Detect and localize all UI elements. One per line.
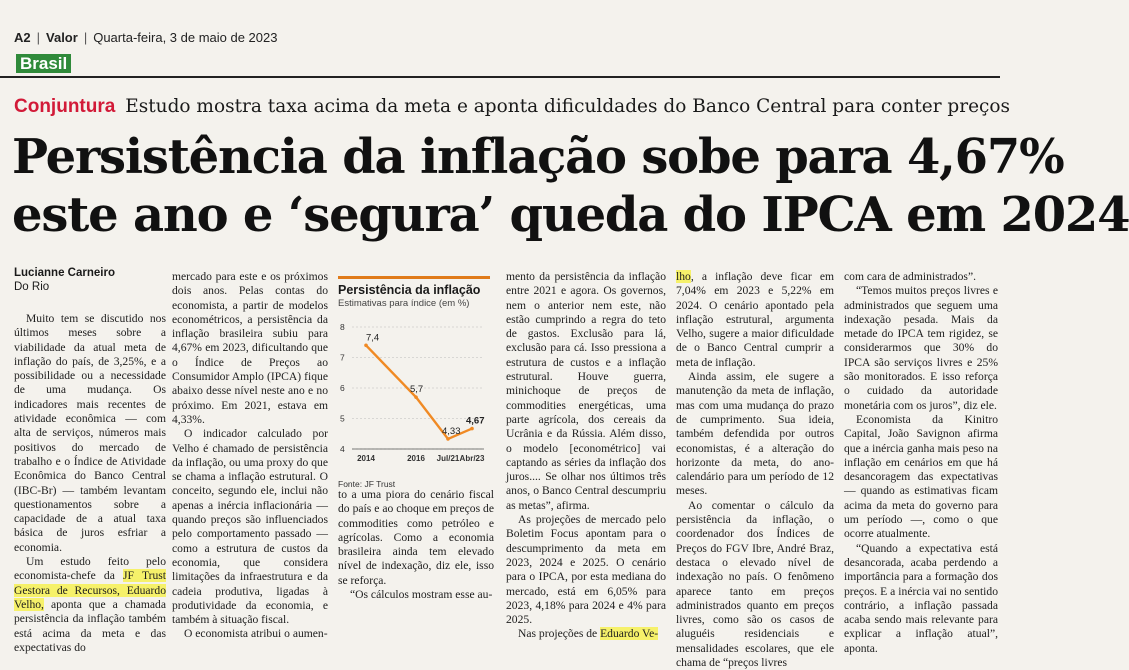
kicker-tag: Conjuntura <box>14 96 116 117</box>
paper-name: Valor <box>46 30 78 45</box>
masthead <box>14 30 994 60</box>
paragraph: “Temos muitos preços livres e administrados que seguem uma indexação pesada. Mais da metade do IPCA tem rigidez, se considerarmos que 30% do IPCA são serviços livres e 25% são monitorados. E isso reforça o cuidado da autoridade monetária com os juros”, diz ele. <box>844 284 998 412</box>
y-tick-label: 5 <box>340 413 345 424</box>
highlighted-text: JF Trust Gestora de Recursos, Eduardo Velho, <box>14 569 167 611</box>
headline-line-1: Persistência da inflação sobe para 4,67% <box>12 129 1064 185</box>
top-rule <box>0 76 1000 78</box>
y-tick-label: 7 <box>340 352 345 363</box>
highlighted-text: lho <box>676 270 691 283</box>
data-point <box>470 427 474 431</box>
chart-plot <box>338 319 490 479</box>
inflation-chart <box>338 276 490 500</box>
paragraph: to a uma piora do cenário fiscal do país e ao choque em preços de commodities como petróleo e agrícolas. Como a economia brasileira ainda tem elevado nível de indexação, diz ele, isso se reforça. <box>338 488 494 587</box>
paragraph: Economista da Kinitro Capital, João Savignon afirma que a inércia ganha mais peso na inflação em cenários em que há desancoragem das expectativas — quando as estimativas ficam acima da meta do governo para um período —, como o que ocorre atualmente. <box>844 412 998 541</box>
paragraph: As projeções de mercado pelo Boletim Focus apontam para o descumprimento da meta em 2023, 2024 e 2025. O cenário para o IPCA, por esta mediana do mercado, está em 6,05% para 2023, 4,18% para 2024 e 4% para 2025. <box>506 513 666 627</box>
paragraph: Um estudo feito pelo economista-chefe da JF Trust Gestora de Recursos, Eduardo Velho, aponta que a chamada persistência da inflação também está acima da meta e das expectativas do <box>14 555 167 654</box>
paragraph: com cara de administrados”. <box>844 270 976 283</box>
y-tick-label: 8 <box>340 322 345 332</box>
data-point <box>414 395 418 399</box>
highlighted-text: Eduardo Ve- <box>600 627 659 641</box>
data-point <box>446 437 450 441</box>
y-tick-label: 6 <box>340 383 345 393</box>
y-tick-label: 4 <box>340 444 345 454</box>
data-label: 5,7 <box>410 384 424 396</box>
paragraph: Ao comentar o cálculo da persistência da inflação, o coordenador dos Índices de Preços do FGV Ibre, André Braz, destaca o elevado nível de indexação no país. O fenômeno aparece tanto em preços administrados quanto em preços livres, como são os casos de aluguéis residenciais e mensalidades escolares, que ele chama de “preços livres <box>676 498 834 670</box>
chart-source: Fonte: JF Trust <box>338 479 396 489</box>
paragraph: O indicador calculado por Velho é chamado de persistência da inflação, ou uma proxy do que se chama a inflação estrutural. O conceito, segundo ele, inclui não apenas a inércia inflacionária — quando preços são influenciados pelo comportamento passado — como a estrutura de custos da economia, que considera limitações da infraestrutura e da cadeia produtiva, ligadas à produtividade da economia, e também à situação fiscal. <box>172 427 328 627</box>
chart-title: Persistência da inflação <box>338 283 481 297</box>
x-tick-label: Jul/21 <box>436 454 460 463</box>
headline-line-2: este ano e ‘segura’ queda do IPCA em 2024 <box>12 187 1129 243</box>
paragraph: Ainda assim, ele sugere a manutenção da meta de inflação, mas com uma mudança do prazo de cumprimento. Sua ideia, também defendida por outros economistas, é a alteração do horizonte da meta, do ano-calendário para um período de 12 meses. <box>676 370 834 498</box>
chart-subtitle: Estimativas para índice (em %) <box>338 298 470 309</box>
author-name: Lucianne Carneiro <box>14 267 115 279</box>
page-info: A2 | Valor | Quarta-feira, 3 de maio de 2023 <box>14 30 278 45</box>
x-tick-label: 2014 <box>357 454 375 463</box>
x-tick-label: 2016 <box>407 454 425 463</box>
kicker <box>14 96 1010 118</box>
author-location: Do Rio <box>14 281 50 293</box>
paragraph: “Quando a expectativa está desancorada, acaba perdendo a importância para a formação dos preços. E a inércia vai no sentido contrário, a inflação passada acaba sendo mais relevante para explicar a inflação atual”, aponta. <box>844 541 998 655</box>
headline <box>12 128 1129 244</box>
page-number: A2 <box>14 30 31 45</box>
paragraph: mento da persistência da inflação entre 2021 e agora. Os governos, nem o anterior nem este, não estão cumprindo a regra do teto de gastos. Exclusão para lá, exclusão para cá. Isso pressiona a estrutura de custos e a inflação estrutural. Houve guerra, minichoque de preços de commodities energéticas, uma parte agrícola, dos cereais da Ucrânia e da Rússia. Além disso, o modelo [econométrico] vai captando as séries da inflação dos juros.... Se olhar nos últimos três anos, o Banco Central descumpriu as metas”, afirma. <box>506 270 666 512</box>
kicker-text: Estudo mostra taxa acima da meta e aponta dificuldades do Banco Central para conter preços <box>125 96 1011 117</box>
article-column-4 <box>676 270 834 670</box>
x-tick-label: Abr/23 <box>459 454 485 463</box>
article-column-2b <box>338 488 494 602</box>
paragraph: “Os cálculos mostram esse au- <box>350 588 493 602</box>
data-label: 4,33 <box>442 425 461 437</box>
paragraph: mercado para este e os próximos dois anos. Pelas contas do economista, a partir de modelos econométricos, a persistência da inflação brasileira subiu para 4,67% em 2023, dificultando que o Índice de Preços ao Consumidor Amplo (IPCA) fique abaixo desse nível neste ano e no próximo. Em 2021, estava em 4,33%. <box>172 270 328 426</box>
article-column-5 <box>844 270 998 655</box>
article-column-3 <box>506 270 666 641</box>
paragraph: Nas projeções de Eduardo Ve- <box>518 627 659 641</box>
paragraph: lho, a inflação deve ficar em 7,04% em 2023 e 5,22% em 2024. O cenário apontado pela inflação estrutural, argumenta Velho, sugere a maior dificuldade de o Banco Central cumprir a meta de inflação. <box>676 270 834 369</box>
issue-date: Quarta-feira, 3 de maio de 2023 <box>93 30 278 45</box>
byline <box>14 266 115 294</box>
paragraph: Muito tem se discutido nos últimos meses sobre a viabilidade da atual meta de inflação do país, de 3,25%, e a possibilidade ou a necessidade de uma mudança. Os indicadores mais recentes de atividade econômica — com alta de serviços, números mais positivos do mercado de trabalho e o Índice de Atividade Econômica do Banco Central (IBC-Br) — também levantam questionamentos sobre a capacidade de a atual taxa básica de juros esfriar a economia. <box>14 312 166 554</box>
article-column-1 <box>14 312 167 654</box>
data-label: 4,67 <box>466 415 485 427</box>
data-label: 7,4 <box>366 332 380 344</box>
paragraph: O economista atribui o aumen- <box>184 627 328 641</box>
article-column-2 <box>172 270 328 641</box>
section-name: Brasil <box>16 54 71 73</box>
data-point <box>364 344 368 348</box>
